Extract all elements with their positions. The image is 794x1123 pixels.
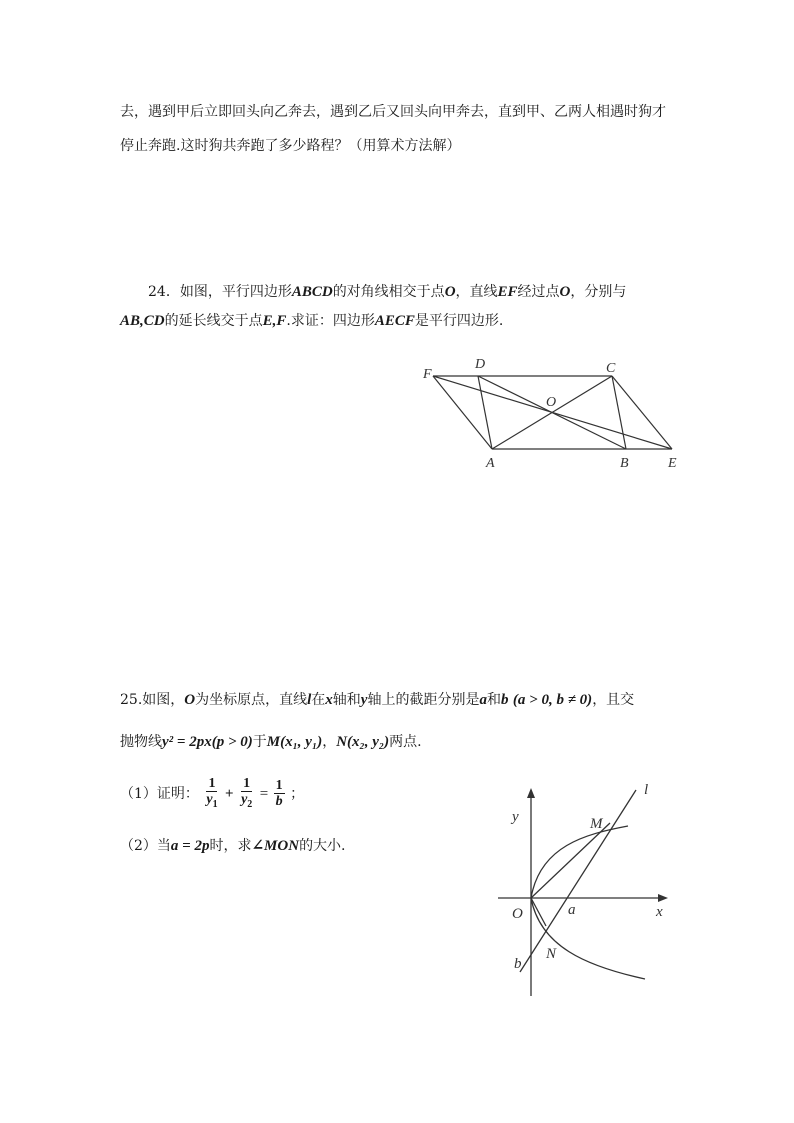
q24-math-cd: CD [143, 313, 165, 329]
q25-math-parabola: y² = 2px(p > 0) [162, 734, 253, 750]
q24-text: 的延长线交于点 [164, 313, 263, 329]
q25-math-l: l [307, 692, 312, 708]
label-x-axis: x [656, 904, 663, 920]
q24-math-f: F [276, 313, 287, 329]
q25-part-2 [120, 836, 346, 856]
parallelogram-figure [415, 352, 695, 476]
q23-line-2: 停止奔跑.这时狗共奔跑了多少路程？（用算术方法解） [120, 138, 461, 154]
q24-math-o: O [559, 284, 571, 300]
label-d: D [475, 357, 486, 372]
q24-math-e: E [262, 313, 273, 329]
q25-math-x: x [325, 692, 333, 708]
q25-math-a: a [479, 692, 487, 708]
q23-line-1: 去，遇到甲后立即回头向乙奔去，遇到乙后又回头向甲奔去，直到甲、乙两人相遇时狗才 [120, 104, 666, 120]
plus-sign: + [225, 785, 234, 802]
label-line-l: l [644, 782, 649, 798]
q25-part1-label: （1）证明： [120, 785, 199, 802]
q25-line-2 [120, 732, 422, 752]
q25-text: 抛物线 [120, 734, 162, 750]
q24-math-o: O [444, 284, 456, 300]
q25-text: 时，求 [209, 838, 252, 854]
q24-text: 是平行四边形. [414, 313, 504, 329]
q25-text: ， [322, 734, 337, 750]
q25-text: 两点. [389, 734, 422, 750]
parabola-figure [490, 776, 690, 1002]
label-a: A [486, 456, 495, 471]
q24-math-ab: AB [120, 313, 141, 329]
q25-text: （2）当 [120, 838, 171, 854]
fraction-1-over-b: $\frac{1}{b}$ [275, 778, 283, 810]
q24-math-ef: EF [497, 284, 518, 300]
q24-math-abcd: ABCD [291, 284, 333, 300]
segment-af [433, 376, 492, 449]
label-y-axis: y [512, 809, 519, 825]
q25-text: 在 [311, 692, 326, 708]
segment-on [531, 898, 546, 926]
q25-part-1 [120, 776, 304, 816]
q25-math-y: y [360, 692, 368, 708]
q25-text: 轴上的截距分别是 [367, 692, 480, 708]
label-c: C [606, 361, 616, 376]
q25-text: 为坐标原点，直线 [195, 692, 308, 708]
q25-math-o: O [184, 692, 196, 708]
label-e: E [668, 456, 677, 471]
q24-math-aecf: AECF [374, 313, 415, 329]
q25-line-1 [120, 690, 634, 710]
segment-om [531, 823, 610, 898]
q25-text: ，且交 [592, 692, 635, 708]
segment-ce [612, 376, 672, 449]
x-axis-arrow [658, 894, 668, 902]
q25-math-angle-mon: ∠MON [251, 838, 300, 854]
q24-text: ，直线 [455, 284, 498, 300]
line-ef [433, 376, 672, 449]
q24-text: ，分别与 [570, 284, 627, 300]
label-o: O [546, 395, 557, 410]
q24-line-2: AB,CD的延长线交于点E,F.求证：四边形AECF是平行四边形. [120, 313, 504, 329]
q24-text: 24．如图，平行四边形 [148, 284, 292, 300]
q25-text: 于 [252, 734, 267, 750]
q25-math-b: b [500, 692, 509, 708]
label-a: a [568, 902, 576, 918]
q24-text: .求证：四边形 [286, 313, 375, 329]
label-m: M [590, 816, 603, 832]
equals-sign: = [259, 785, 269, 802]
q25-part1-end: ； [290, 785, 305, 802]
label-b: b [514, 956, 522, 972]
q24-text: 的对角线相交于点 [332, 284, 445, 300]
line-l [520, 790, 636, 972]
label-o: O [512, 906, 523, 922]
q25-math-point-n: N(x₂, y₂) [336, 734, 390, 750]
q25-text: 的大小. [299, 838, 346, 854]
q25-math-condition: (a > 0, b ≠ 0) [512, 692, 593, 708]
label-f: F [423, 367, 432, 382]
label-b: B [620, 456, 629, 471]
q25-text: 和 [486, 692, 501, 708]
q25-text: 轴和 [332, 692, 361, 708]
q25-text: 25.如图， [120, 692, 185, 708]
fraction-1-over-y2: $\frac{1}{y_2}$ [241, 776, 253, 810]
q25-math-point-m: M(x₁, y₁) [266, 734, 323, 750]
segment-bc [612, 376, 626, 449]
segment-da [478, 376, 492, 449]
q24-line-1 [148, 282, 626, 302]
label-n: N [546, 946, 557, 962]
q24-text: 经过点 [517, 284, 560, 300]
y-axis-arrow [527, 788, 535, 798]
fraction-1-over-y1: $\frac{1}{y_1}$ [206, 776, 218, 810]
q25-math-a-equals-2p: a = 2p [170, 838, 210, 854]
